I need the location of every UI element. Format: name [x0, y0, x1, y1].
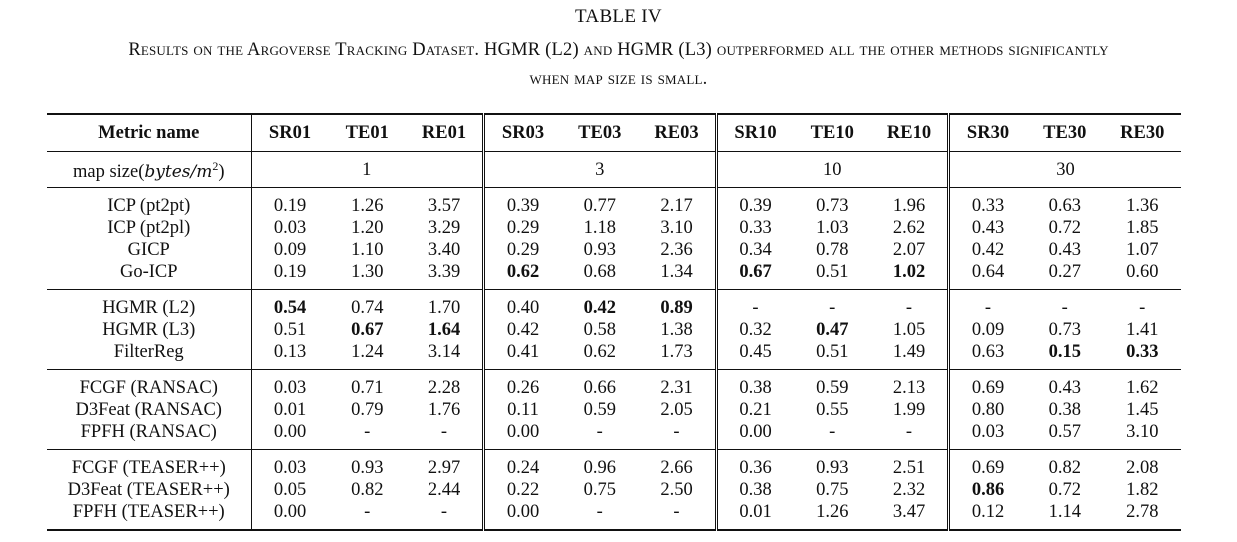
- value-cell: 3.10: [639, 217, 717, 239]
- value-cell: -: [406, 421, 484, 450]
- value-cell: 0.32: [739, 320, 772, 340]
- value-cell: -: [596, 502, 603, 522]
- header-cell: TE01: [345, 123, 389, 143]
- value-cell: 0.80: [971, 400, 1005, 420]
- method-name-cell: ICP (pt2pl): [47, 217, 251, 239]
- value-cell: 0.38: [739, 378, 772, 398]
- table-caption-label: TABLE IV: [575, 6, 662, 27]
- value-cell: 2.66: [639, 450, 717, 480]
- value-cell: 0.60: [1126, 262, 1159, 282]
- value-cell: 0.93: [816, 458, 849, 478]
- value-cell: 0.63: [1048, 196, 1081, 216]
- map-size-label: [47, 152, 251, 188]
- value-cell: 0.43: [971, 218, 1005, 238]
- value-cell: -: [752, 298, 759, 318]
- value-cell: [329, 319, 407, 341]
- table-row: [47, 217, 1181, 239]
- method-name-cell: FCGF (TEASER++): [47, 450, 251, 480]
- best-value: 0.67: [739, 262, 772, 282]
- value-cell: [561, 290, 639, 320]
- value-cell: 0.33: [971, 196, 1005, 216]
- value-cell: 0.63: [971, 342, 1005, 362]
- value-cell: 1.03: [816, 218, 849, 238]
- value-cell: 1.26: [816, 502, 849, 522]
- value-cell: -: [829, 422, 836, 442]
- value-cell: 0.19: [273, 262, 307, 282]
- value-cell: 0.82: [351, 480, 384, 500]
- value-cell: 2.50: [639, 479, 717, 501]
- best-value: 1.02: [892, 262, 926, 282]
- caption-line-2: when map size is small.: [529, 69, 708, 89]
- value-cell: -: [871, 421, 949, 450]
- best-value: 0.54: [273, 298, 307, 318]
- value-cell: 0.34: [739, 240, 772, 260]
- value-cell: 1.73: [639, 341, 717, 370]
- value-cell: 0.69: [971, 378, 1005, 398]
- header-cell: RE30: [1120, 123, 1165, 143]
- value-cell: 0.05: [273, 480, 307, 500]
- value-cell: 1.96: [871, 188, 949, 218]
- value-cell: -: [596, 422, 603, 442]
- value-cell: 0.96: [583, 458, 616, 478]
- header-cell: RE10: [871, 114, 949, 152]
- best-value: 0.47: [816, 320, 849, 340]
- value-cell: 2.28: [406, 370, 484, 400]
- value-cell: 3.10: [1126, 422, 1159, 442]
- table-row: [47, 261, 1181, 290]
- value-cell: 0.29: [506, 240, 540, 260]
- value-cell: 0.33: [739, 218, 772, 238]
- best-value: 0.62: [506, 262, 540, 282]
- value-cell: 0.00: [739, 422, 772, 442]
- value-cell: -: [364, 422, 371, 442]
- best-value: 0.89: [660, 298, 693, 318]
- header-cell: SR10: [734, 123, 777, 143]
- map-size-value: 1: [251, 152, 484, 188]
- map-size-label-suffix: ): [218, 162, 225, 183]
- value-cell: 0.40: [506, 298, 540, 318]
- value-cell: 0.73: [1048, 320, 1081, 340]
- value-cell: [251, 290, 329, 320]
- value-cell: 0.11: [507, 400, 539, 420]
- best-value: 0.67: [351, 320, 384, 340]
- value-cell: 0.09: [971, 320, 1005, 340]
- value-cell: 0.59: [816, 378, 849, 398]
- value-cell: 0.93: [583, 240, 616, 260]
- value-cell: 2.07: [871, 239, 949, 261]
- value-cell: 1.26: [351, 196, 384, 216]
- value-cell: [1104, 341, 1182, 370]
- map-size-unit-exponent: 2: [212, 159, 219, 174]
- value-cell: 0.43: [1048, 378, 1081, 398]
- value-cell: 1.82: [1126, 480, 1159, 500]
- method-name-cell: GICP: [47, 239, 251, 261]
- value-cell: 0.03: [273, 378, 307, 398]
- value-cell: 2.51: [871, 450, 949, 480]
- value-cell: 1.45: [1126, 400, 1159, 420]
- value-cell: 0.29: [506, 218, 540, 238]
- header-cell: TE03: [578, 123, 622, 143]
- value-cell: 0.00: [506, 502, 540, 522]
- map-size-value: 30: [1056, 159, 1075, 180]
- map-size-label-prefix: map size(: [72, 162, 145, 183]
- header-cell: TE30: [1043, 123, 1087, 143]
- results-table: [47, 113, 1181, 531]
- value-cell: 2.97: [406, 450, 484, 480]
- value-cell: 2.32: [871, 479, 949, 501]
- value-cell: [871, 261, 949, 290]
- best-value: 1.64: [427, 320, 461, 340]
- value-cell: 0.03: [273, 458, 307, 478]
- table-row: [47, 421, 1181, 450]
- table-row: [47, 341, 1181, 370]
- value-cell: 0.75: [583, 480, 616, 500]
- value-cell: 0.51: [273, 320, 307, 340]
- table-row: [47, 501, 1181, 530]
- value-cell: 0.13: [273, 342, 307, 362]
- header-cell: SR01: [268, 123, 312, 143]
- method-name-cell: D3Feat (TEASER++): [47, 479, 251, 501]
- value-cell: 2.05: [639, 399, 717, 421]
- table-row: [47, 290, 1181, 320]
- caption-line-1: Results on the Argoverse Tracking Dataset. HGMR (L2) and HGMR (L3) outperformed all the other methods significantly: [128, 40, 1109, 60]
- method-name-cell: FPFH (TEASER++): [47, 501, 251, 530]
- best-value: 0.86: [971, 480, 1005, 500]
- value-cell: 1.05: [871, 319, 949, 341]
- value-cell: 0.66: [583, 378, 616, 398]
- header-cell: SR30: [966, 123, 1010, 143]
- value-cell: 1.18: [583, 218, 616, 238]
- method-name-cell: FCGF (RANSAC): [47, 370, 251, 400]
- value-cell: 0.82: [1048, 458, 1081, 478]
- method-name-cell: Go-ICP: [47, 261, 251, 290]
- value-cell: 1.10: [351, 240, 384, 260]
- method-group: [47, 450, 1181, 531]
- value-cell: 0.03: [273, 218, 307, 238]
- method-name-cell: HGMR (L3): [47, 319, 251, 341]
- table-caption: [0, 36, 1237, 94]
- value-cell: [794, 319, 872, 341]
- value-cell: 2.78: [1126, 502, 1159, 522]
- value-cell: 0.72: [1048, 218, 1081, 238]
- table-row: [47, 188, 1181, 218]
- value-cell: 0.57: [1048, 422, 1081, 442]
- value-cell: -: [364, 502, 371, 522]
- table-row: [47, 319, 1181, 341]
- value-cell: 0.45: [739, 342, 772, 362]
- value-cell: 0.42: [506, 320, 540, 340]
- value-cell: 0.43: [1048, 240, 1081, 260]
- value-cell: 0.42: [971, 240, 1005, 260]
- table-row: [47, 479, 1181, 501]
- value-cell: 0.00: [273, 502, 307, 522]
- value-cell: 2.08: [1126, 458, 1159, 478]
- value-cell: 0.38: [1048, 400, 1081, 420]
- value-cell: 0.71: [351, 378, 384, 398]
- value-cell: 1.36: [1126, 196, 1159, 216]
- value-cell: -: [639, 421, 717, 450]
- value-cell: 0.72: [1048, 480, 1081, 500]
- value-cell: 0.19: [273, 196, 307, 216]
- value-cell: -: [984, 298, 992, 318]
- value-cell: 0.26: [506, 378, 540, 398]
- value-cell: 0.09: [273, 240, 307, 260]
- map-size-row: [47, 152, 1181, 188]
- value-cell: -: [1139, 298, 1146, 318]
- value-cell: 1.76: [406, 399, 484, 421]
- value-cell: 0.64: [971, 262, 1005, 282]
- value-cell: 0.01: [739, 502, 772, 522]
- value-cell: 0.12: [971, 502, 1005, 522]
- table-row: [47, 450, 1181, 480]
- value-cell: -: [829, 298, 836, 318]
- value-cell: 0.59: [583, 400, 616, 420]
- value-cell: 1.20: [351, 218, 384, 238]
- map-size-value: 3: [484, 152, 717, 188]
- value-cell: 0.51: [816, 262, 849, 282]
- value-cell: 0.79: [351, 400, 384, 420]
- header-cell: Metric name: [47, 114, 251, 152]
- header-cell: RE03: [639, 114, 717, 152]
- value-cell: 1.24: [351, 342, 384, 362]
- value-cell: 0.36: [739, 458, 772, 478]
- value-cell: 0.69: [971, 458, 1005, 478]
- value-cell: 0.39: [739, 196, 772, 216]
- table-row: [47, 239, 1181, 261]
- header-row: [47, 114, 1181, 152]
- value-cell: 3.14: [406, 341, 484, 370]
- value-cell: 1.41: [1126, 320, 1159, 340]
- value-cell: 0.00: [273, 422, 307, 442]
- value-cell: 2.44: [406, 479, 484, 501]
- method-name-cell: HGMR (L2): [47, 290, 251, 320]
- value-cell: 2.36: [639, 239, 717, 261]
- value-cell: 1.14: [1048, 502, 1081, 522]
- table-row: [47, 370, 1181, 400]
- value-cell: 0.38: [739, 480, 772, 500]
- map-size-value: 10: [716, 152, 949, 188]
- value-cell: 1.85: [1126, 218, 1159, 238]
- value-cell: -: [1061, 298, 1068, 318]
- value-cell: 0.27: [1048, 262, 1081, 282]
- value-cell: 0.93: [351, 458, 384, 478]
- value-cell: 0.73: [816, 196, 849, 216]
- value-cell: 0.03: [971, 422, 1005, 442]
- header-cell: TE10: [810, 123, 854, 143]
- value-cell: 2.17: [639, 188, 717, 218]
- value-cell: [716, 261, 794, 290]
- value-cell: 0.41: [506, 342, 540, 362]
- value-cell: 0.62: [583, 342, 616, 362]
- method-name-cell: D3Feat (RANSAC): [47, 399, 251, 421]
- value-cell: [1026, 341, 1104, 370]
- value-cell: 0.78: [816, 240, 849, 260]
- best-value: 0.15: [1048, 342, 1081, 362]
- map-size-unit: bytes/m: [144, 162, 213, 183]
- value-cell: 3.29: [406, 217, 484, 239]
- value-cell: 1.34: [639, 261, 717, 290]
- value-cell: 1.62: [1126, 378, 1159, 398]
- value-cell: 3.47: [871, 501, 949, 530]
- value-cell: [484, 261, 562, 290]
- value-cell: 0.21: [739, 400, 772, 420]
- value-cell: 1.38: [639, 319, 717, 341]
- value-cell: [639, 290, 717, 320]
- best-value: 0.42: [583, 298, 616, 318]
- best-value: 0.33: [1126, 342, 1159, 362]
- value-cell: [406, 319, 484, 341]
- value-cell: 2.62: [871, 217, 949, 239]
- value-cell: -: [871, 290, 949, 320]
- value-cell: 0.68: [583, 262, 616, 282]
- value-cell: 2.13: [871, 370, 949, 400]
- value-cell: 0.39: [506, 196, 540, 216]
- value-cell: 3.40: [406, 239, 484, 261]
- header-cell: SR03: [501, 123, 545, 143]
- value-cell: 0.75: [816, 480, 849, 500]
- value-cell: 1.07: [1126, 240, 1159, 260]
- value-cell: 0.55: [816, 400, 849, 420]
- value-cell: -: [406, 501, 484, 530]
- header-cell: RE01: [406, 114, 484, 152]
- value-cell: 0.24: [506, 458, 540, 478]
- value-cell: 1.99: [871, 399, 949, 421]
- value-cell: 1.70: [406, 290, 484, 320]
- method-name-cell: FPFH (RANSAC): [47, 421, 251, 450]
- method-name-cell: ICP (pt2pt): [47, 188, 251, 218]
- value-cell: 0.58: [583, 320, 616, 340]
- method-name-cell: FilterReg: [47, 341, 251, 370]
- method-group: [47, 290, 1181, 370]
- table-row: [47, 399, 1181, 421]
- value-cell: 0.77: [583, 196, 616, 216]
- value-cell: 2.31: [639, 370, 717, 400]
- method-group: [47, 370, 1181, 450]
- value-cell: 3.57: [406, 188, 484, 218]
- value-cell: 0.74: [351, 298, 384, 318]
- value-cell: 0.01: [273, 400, 307, 420]
- value-cell: 0.51: [816, 342, 849, 362]
- value-cell: 1.49: [871, 341, 949, 370]
- value-cell: [949, 479, 1027, 501]
- value-cell: -: [639, 501, 717, 530]
- value-cell: 1.30: [351, 262, 384, 282]
- value-cell: 3.39: [406, 261, 484, 290]
- method-group: [47, 188, 1181, 290]
- value-cell: 0.00: [506, 422, 540, 442]
- value-cell: 0.22: [506, 480, 540, 500]
